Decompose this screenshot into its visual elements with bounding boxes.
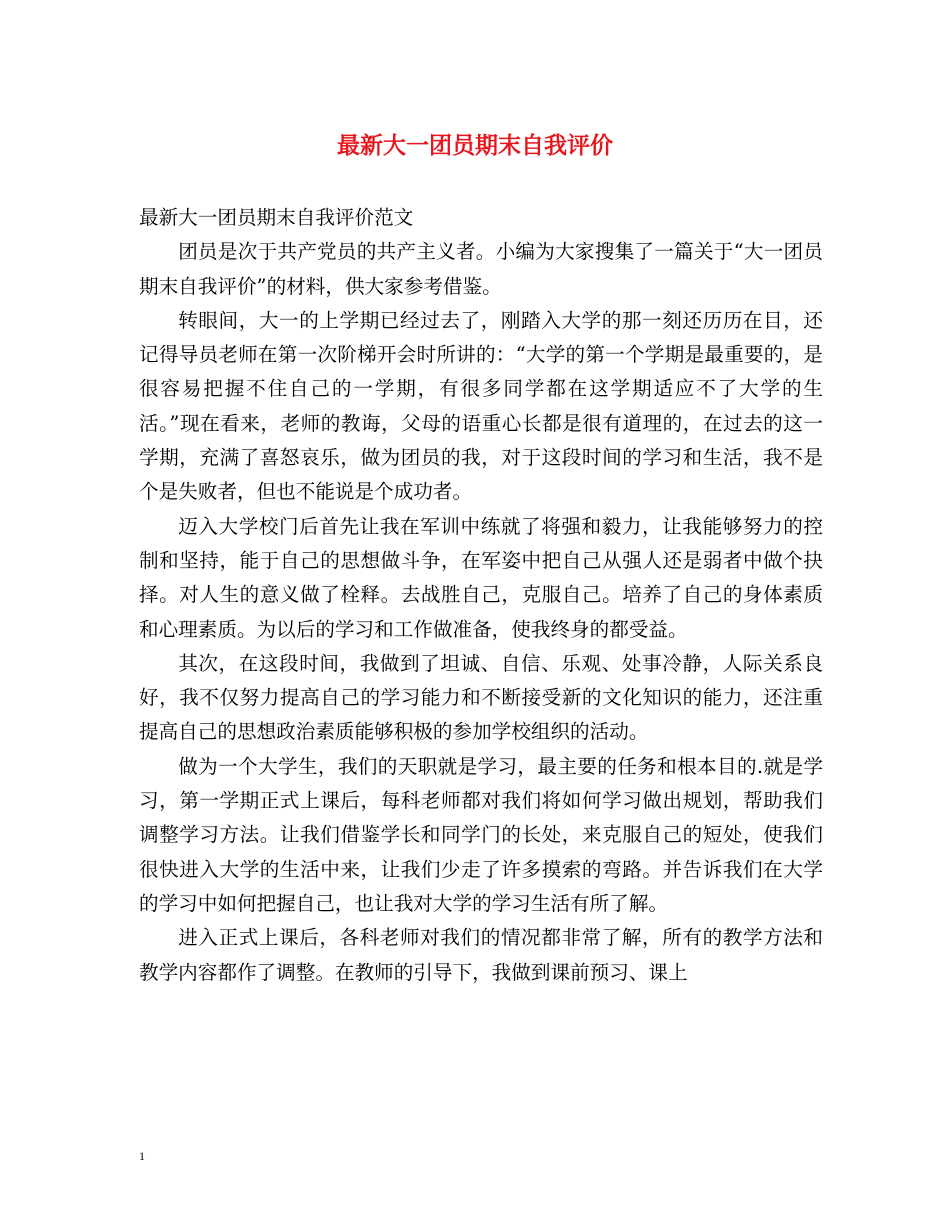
paragraph-1: 团员是次于共产党员的共产主义者。小编为大家搜集了一篇关于“大一团员期末自我评价”的材料，供大家参考借鉴。 [139, 240, 823, 298]
page-number: 1 [139, 1149, 145, 1163]
paragraph-3: 迈入大学校门后首先让我在军训中练就了将强和毅力，让我能够努力的控制和坚持，能于自己的思想做斗争，在军姿中把自己从强人还是弱者中做个抉择。对人生的意义做了栓释。去战胜自己，克服自己。培养了自己的身体素质和心理素质。为以后的学习和工作做准备，使我终身的都受益。 [139, 514, 823, 641]
paragraph-6: 进入正式上课后，各科老师对我们的情况都非常了解，所有的教学方法和教学内容都作了调整。在教师的引导下，我做到课前预习、课上 [139, 926, 823, 984]
paragraph-5: 做为一个大学生，我们的天职就是学习，最主要的任务和根本目的.就是学习，第一学期正式上课后，每科老师都对我们将如何学习做出规划，帮助我们调整学习方法。让我们借鉴学长和同学门的长处，来克服自己的短处，使我们很快进入大学的生活中来，让我们少走了许多摸索的弯路。并告诉我们在大学的学习中如何把握自己，也让我对大学的学习生活有所了解。 [139, 754, 823, 915]
document-subtitle: 最新大一团员期末自我评价范文 [139, 206, 414, 229]
paragraph-4: 其次，在这段时间，我做到了坦诚、自信、乐观、处事冷静，人际关系良好，我不仅努力提高自己的学习能力和不断接受新的文化知识的能力，还注重提高自己的思想政治素质能够积极的参加学校组织的活动。 [139, 651, 823, 744]
document-body [139, 201, 823, 990]
paragraph-2: 转眼间，大一的上学期已经过去了，刚踏入大学的那一刻还历历在目，还记得导员老师在第一次阶梯开会时所讲的：“大学的第一个学期是最重要的，是很容易把握不住自己的一学期，有很多同学都在这学期适应不了大学的生活。”现在看来，老师的教诲，父母的语重心长都是很有道理的，在过去的这一学期，充满了喜怒哀乐，做为团员的我，对于这段时间的学习和生活，我不是个是失败者，但也不能说是个成功者。 [139, 308, 823, 504]
page-title: 最新大一团员期末自我评价 [337, 133, 613, 159]
